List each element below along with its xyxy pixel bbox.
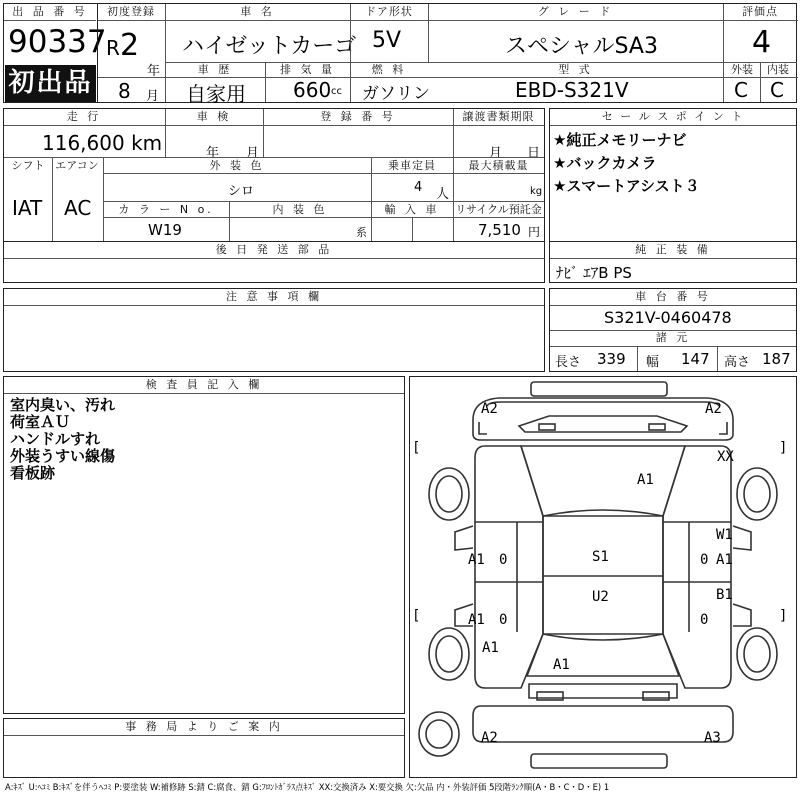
mark-fr-wheel: XX [717, 449, 734, 465]
inspection-label: 車 検 [196, 110, 232, 123]
first-listing-text: 初出品 [8, 68, 93, 98]
color-no: W19 [148, 221, 182, 239]
mark-bracket-left-2: [ [412, 608, 421, 624]
vehicle-info-box [3, 108, 545, 242]
length: 339 [597, 350, 626, 368]
displacement-unit: cc [331, 86, 342, 97]
mark-bracket-right-2: ] [779, 608, 788, 624]
height-label: 高さ [724, 355, 751, 370]
inspector-label: 検 査 員 記 入 欄 [145, 378, 263, 391]
mark-right-front-door-1: W1 [716, 527, 733, 543]
int-color-unit: 系 [356, 226, 367, 239]
mark-left-front-door: A1 [468, 552, 485, 568]
grade-label: グ レ ー ド [537, 5, 614, 18]
height: 187 [762, 350, 791, 368]
mark-bracket-left-1: [ [412, 440, 421, 456]
later-parts-label: 後 日 発 送 部 品 [215, 243, 333, 256]
interior-label: 内装 [767, 63, 789, 76]
mark-rl-corner: A2 [481, 730, 498, 746]
interior-grade: C [770, 78, 784, 102]
mark-left-rear-fender: A1 [482, 640, 499, 656]
plate-label: 登 録 番 号 [320, 110, 396, 123]
mark-roof-rear: U2 [592, 589, 609, 605]
reg-month: 8 [118, 79, 131, 103]
reg-era: R [106, 36, 120, 60]
fuel: ガソリン [362, 84, 430, 104]
displacement-label: 排 気 量 [280, 63, 335, 76]
deadline-label: 譲渡書類期限 [462, 110, 535, 123]
genuine-equipment-label: 純 正 装 備 [635, 243, 711, 256]
mileage-label: 走 行 [66, 110, 102, 123]
model-label: 型 式 [558, 63, 593, 76]
inspector-note-2: 荷室ＡＵ [10, 413, 71, 431]
mark-rr-corner: A3 [704, 730, 721, 746]
reg-label: 初度登録 [107, 5, 155, 18]
selling-point-2: ★バックカメラ [553, 154, 657, 172]
mark-left-rear-door: A1 [468, 612, 485, 628]
color-label: 外 装 色 [209, 159, 265, 172]
deadline-day: 日 [527, 146, 541, 161]
reg-year: 2 [120, 28, 140, 63]
score: 4 [752, 25, 772, 60]
lot-no-label: 出 品 番 号 [12, 5, 88, 18]
grade: スペシャルSA3 [505, 34, 658, 59]
color: シロ [228, 184, 255, 199]
legend: A:ｷｽﾞ U:ﾍｺﾐ B:ｷｽﾞを伴うﾍｺﾐ P:要塗装 W:補修跡 S:錆 C:腐食、錆 G:ﾌﾛﾝﾄｶﾞﾗｽ点ｷｽﾞ XX:交換済み X:要交換 欠:欠品 内・外装評価 5段階ﾗﾝｸ順(A・B・C・D・E) 1 [5, 782, 610, 792]
mark-back-door: A1 [553, 657, 570, 673]
inspector-note-1: 室内臭い、汚れ [10, 396, 116, 414]
load-label: 最大積載量 [468, 159, 529, 172]
doors: 5V [372, 28, 402, 53]
mark-right-door-o-1: 0 [700, 552, 709, 568]
reg-year-unit: 年 [147, 64, 161, 79]
recycle-unit: 円 [528, 225, 541, 239]
car-name: ハイゼットカーゴ [182, 34, 357, 59]
genuine-equipment-value: ﾅﾋﾞ ｴｱB PS [556, 264, 632, 282]
inspector-note-4: 外装うすい線傷 [10, 447, 116, 465]
displacement: 660 [293, 78, 332, 102]
import-label: 輸 入 車 [384, 203, 440, 216]
shift: IAT [12, 196, 43, 220]
selling-points-label: セ ー ル ス ポ イ ン ト [601, 110, 745, 123]
shift-label: シフト [11, 159, 45, 172]
car-diagram [409, 376, 797, 778]
exterior-grade: C [734, 78, 748, 102]
ac-label: エアコン [55, 159, 99, 172]
fuel-label: 燃 料 [371, 63, 407, 76]
load-unit: kg [530, 186, 543, 197]
mark-roof: S1 [592, 549, 609, 565]
model: EBD-S321V [515, 78, 629, 102]
color-no-label: カ ラ ー N o. [118, 203, 214, 216]
mark-fl-corner: A2 [481, 401, 498, 417]
deadline-month: 月 [489, 146, 503, 161]
score-label: 評価点 [742, 5, 778, 18]
inspector-note-3: ハンドルすれ [10, 430, 101, 448]
ac: AC [64, 196, 92, 220]
history-label: 車 歴 [197, 63, 233, 76]
dims-label: 諸 元 [655, 331, 691, 344]
capacity-unit: 人 [436, 187, 450, 202]
inspection-year: 年 [206, 146, 220, 161]
capacity: 4 [414, 180, 423, 195]
mark-right-door-o-2: 0 [700, 612, 709, 628]
mark-hood: A1 [637, 472, 654, 488]
exterior-label: 外装 [731, 63, 753, 76]
int-color-label: 内 装 色 [272, 203, 328, 216]
mark-right-rear-door: B1 [716, 587, 733, 603]
recycle: 7,510 [478, 221, 521, 239]
mark-bracket-right-1: ] [779, 440, 788, 456]
lot-no: 90337 [8, 24, 107, 60]
chassis-number: S321V-0460478 [604, 308, 732, 327]
mark-right-front-door-2: A1 [716, 552, 733, 568]
chassis-label: 車 台 番 号 [635, 290, 711, 303]
recycle-label: リサイクル預託金 [455, 203, 542, 216]
inspector-note-5: 看板跡 [10, 464, 56, 482]
width: 147 [681, 350, 710, 368]
mark-fr-corner: A2 [705, 401, 722, 417]
capacity-label: 乗車定員 [388, 159, 436, 172]
mark-left-door-o-1: 0 [499, 552, 508, 568]
history: 自家用 [186, 82, 246, 106]
mileage: 116,600 km [42, 131, 163, 155]
width-label: 幅 [646, 355, 660, 370]
office-label: 事 務 局 よ り ご 案 内 [125, 720, 283, 733]
selling-point-3: ★スマートアシスト３ [553, 177, 700, 195]
car-name-label: 車 名 [240, 5, 275, 18]
mark-left-door-o-2: 0 [499, 612, 508, 628]
doors-label: ドア形状 [365, 5, 413, 18]
first-listing-badge [5, 65, 96, 102]
notes-label: 注 意 事 項 欄 [226, 290, 322, 303]
length-label: 長さ [555, 355, 582, 370]
reg-month-unit: 月 [146, 89, 160, 104]
inspection-month: 月 [246, 146, 260, 161]
selling-point-1: ★純正メモリーナビ [553, 131, 687, 149]
